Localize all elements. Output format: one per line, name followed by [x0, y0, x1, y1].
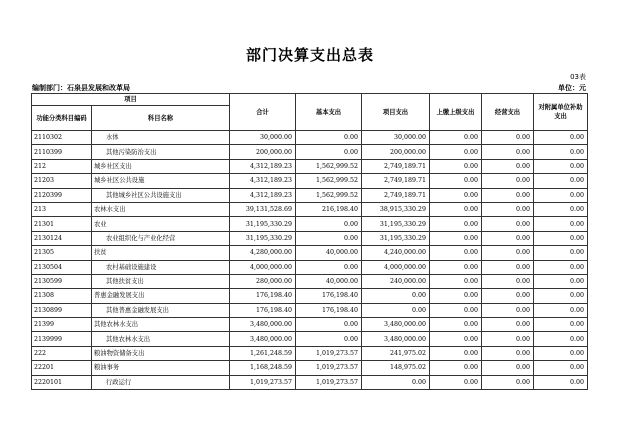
- table-body: [32, 131, 588, 390]
- cell-total: 1,019,273.57: [230, 375, 296, 389]
- cell-name: 普惠金融发展支出: [92, 289, 230, 303]
- cell-operating: 0.00: [482, 289, 534, 303]
- cell-project: 31,195,330.29: [362, 217, 430, 231]
- cell-code: 222: [32, 346, 92, 360]
- table-row: [32, 303, 588, 317]
- cell-code: 21301: [32, 217, 92, 231]
- cell-project: 0.00: [362, 375, 430, 389]
- cell-code: 2220101: [32, 375, 92, 389]
- cell-code: 2120399: [32, 188, 92, 202]
- cell-upper: 0.00: [430, 131, 482, 145]
- unit-label: 单位：元: [558, 84, 586, 92]
- cell-total: 1,261,248.59: [230, 346, 296, 360]
- cell-basic: 176,198.40: [296, 289, 362, 303]
- cell-code: 213: [32, 202, 92, 216]
- cell-total: 1,168,248.59: [230, 361, 296, 375]
- cell-subsidy: 0.00: [534, 202, 588, 216]
- cell-total: 3,480,000.00: [230, 318, 296, 332]
- cell-upper: 0.00: [430, 145, 482, 159]
- cell-operating: 0.00: [482, 188, 534, 202]
- cell-subsidy: 0.00: [534, 318, 588, 332]
- cell-project: 200,000.00: [362, 145, 430, 159]
- header-name: 科目名称: [92, 106, 230, 131]
- cell-upper: 0.00: [430, 375, 482, 389]
- header-total: 合计: [230, 94, 296, 131]
- cell-operating: 0.00: [482, 246, 534, 260]
- cell-name: 其他农林水支出: [92, 332, 230, 346]
- table-row: [32, 159, 588, 173]
- cell-operating: 0.00: [482, 274, 534, 288]
- table-row: [32, 289, 588, 303]
- cell-subsidy: 0.00: [534, 375, 588, 389]
- cell-code: 21308: [32, 289, 92, 303]
- table-row: [32, 361, 588, 375]
- table-row: [32, 188, 588, 202]
- cell-name: 其他普惠金融发展支出: [92, 303, 230, 317]
- cell-basic: 0.00: [296, 217, 362, 231]
- cell-project: 0.00: [362, 289, 430, 303]
- cell-name: 其他污染防治支出: [92, 145, 230, 159]
- cell-total: 176,198.40: [230, 303, 296, 317]
- cell-subsidy: 0.00: [534, 274, 588, 288]
- cell-code: 2130124: [32, 231, 92, 245]
- cell-operating: 0.00: [482, 303, 534, 317]
- table-row: [32, 131, 588, 145]
- cell-upper: 0.00: [430, 346, 482, 360]
- cell-project: 3,480,000.00: [362, 332, 430, 346]
- table-row: [32, 231, 588, 245]
- cell-basic: 0.00: [296, 231, 362, 245]
- cell-subsidy: 0.00: [534, 174, 588, 188]
- header-basic: 基本支出: [296, 94, 362, 131]
- header-code: 功能分类科目编码: [32, 106, 92, 131]
- cell-operating: 0.00: [482, 159, 534, 173]
- cell-basic: 0.00: [296, 145, 362, 159]
- cell-subsidy: 0.00: [534, 217, 588, 231]
- cell-project: 2,749,189.71: [362, 174, 430, 188]
- cell-subsidy: 0.00: [534, 260, 588, 274]
- cell-operating: 0.00: [482, 145, 534, 159]
- cell-total: 31,195,330.29: [230, 217, 296, 231]
- cell-subsidy: 0.00: [534, 145, 588, 159]
- cell-upper: 0.00: [430, 289, 482, 303]
- cell-total: 4,280,000.00: [230, 246, 296, 260]
- cell-subsidy: 0.00: [534, 231, 588, 245]
- cell-subsidy: 0.00: [534, 289, 588, 303]
- cell-operating: 0.00: [482, 260, 534, 274]
- cell-project: 38,915,330.29: [362, 202, 430, 216]
- cell-total: 31,195,330.29: [230, 231, 296, 245]
- cell-total: 4,312,189.23: [230, 159, 296, 173]
- table-row: [32, 145, 588, 159]
- cell-basic: 216,198.40: [296, 202, 362, 216]
- cell-operating: 0.00: [482, 217, 534, 231]
- cell-subsidy: 0.00: [534, 361, 588, 375]
- cell-name: 扶贫: [92, 246, 230, 260]
- table-row: [32, 375, 588, 389]
- cell-basic: 40,000.00: [296, 274, 362, 288]
- table-row: [32, 217, 588, 231]
- cell-project: 240,000.00: [362, 274, 430, 288]
- cell-basic: 1,562,999.52: [296, 174, 362, 188]
- cell-upper: 0.00: [430, 318, 482, 332]
- cell-subsidy: 0.00: [534, 188, 588, 202]
- header-project: 项目支出: [362, 94, 430, 131]
- cell-code: 21399: [32, 318, 92, 332]
- cell-code: 21305: [32, 246, 92, 260]
- cell-operating: 0.00: [482, 231, 534, 245]
- cell-basic: 1,562,999.52: [296, 188, 362, 202]
- cell-project: 148,975.02: [362, 361, 430, 375]
- cell-code: 212: [32, 159, 92, 173]
- cell-basic: 0.00: [296, 332, 362, 346]
- cell-total: 4,312,189.23: [230, 188, 296, 202]
- cell-basic: 1,562,999.52: [296, 159, 362, 173]
- cell-name: 其他扶贫支出: [92, 274, 230, 288]
- header-operating: 经营支出: [482, 94, 534, 131]
- cell-total: 30,000.00: [230, 131, 296, 145]
- cell-code: 2110399: [32, 145, 92, 159]
- cell-name: 水体: [92, 131, 230, 145]
- cell-total: 39,131,528.69: [230, 202, 296, 216]
- cell-basic: 176,198.40: [296, 303, 362, 317]
- cell-name: 其他城乡社区公共设施支出: [92, 188, 230, 202]
- cell-upper: 0.00: [430, 274, 482, 288]
- cell-name: 农业: [92, 217, 230, 231]
- cell-operating: 0.00: [482, 375, 534, 389]
- cell-total: 176,198.40: [230, 289, 296, 303]
- cell-upper: 0.00: [430, 260, 482, 274]
- page-title: 部门决算支出总表: [245, 46, 374, 64]
- cell-operating: 0.00: [482, 361, 534, 375]
- cell-upper: 0.00: [430, 246, 482, 260]
- cell-name: 粮油事务: [92, 361, 230, 375]
- cell-basic: 0.00: [296, 260, 362, 274]
- cell-total: 4,000,000.00: [230, 260, 296, 274]
- cell-subsidy: 0.00: [534, 131, 588, 145]
- table-row: [32, 346, 588, 360]
- cell-code: 2139999: [32, 332, 92, 346]
- cell-operating: 0.00: [482, 202, 534, 216]
- cell-project: 0.00: [362, 303, 430, 317]
- table-code: 03表: [570, 73, 586, 81]
- cell-name: 城乡社区支出: [92, 159, 230, 173]
- cell-upper: 0.00: [430, 202, 482, 216]
- table-row: [32, 202, 588, 216]
- cell-upper: 0.00: [430, 303, 482, 317]
- cell-basic: 1,019,273.57: [296, 346, 362, 360]
- cell-total: 200,000.00: [230, 145, 296, 159]
- expenditure-table: [31, 93, 588, 390]
- cell-code: 2130504: [32, 260, 92, 274]
- cell-subsidy: 0.00: [534, 246, 588, 260]
- cell-project: 241,975.02: [362, 346, 430, 360]
- cell-name: 城乡社区公共设施: [92, 174, 230, 188]
- cell-subsidy: 0.00: [534, 159, 588, 173]
- cell-upper: 0.00: [430, 361, 482, 375]
- cell-total: 4,312,189.23: [230, 174, 296, 188]
- cell-subsidy: 0.00: [534, 303, 588, 317]
- cell-project: 31,195,330.29: [362, 231, 430, 245]
- cell-name: 农林水支出: [92, 202, 230, 216]
- cell-total: 280,000.00: [230, 274, 296, 288]
- department-label: 编制部门：石泉县发展和改革局: [32, 84, 130, 92]
- cell-basic: 1,019,273.57: [296, 361, 362, 375]
- cell-upper: 0.00: [430, 217, 482, 231]
- cell-name: 粮油物资储备支出: [92, 346, 230, 360]
- cell-project: 3,480,000.00: [362, 318, 430, 332]
- cell-operating: 0.00: [482, 346, 534, 360]
- cell-code: 22201: [32, 361, 92, 375]
- cell-project: 2,749,189.71: [362, 188, 430, 202]
- cell-name: 行政运行: [92, 375, 230, 389]
- table-row: [32, 260, 588, 274]
- cell-project: 4,000,000.00: [362, 260, 430, 274]
- cell-project: 2,749,189.71: [362, 159, 430, 173]
- cell-basic: 0.00: [296, 131, 362, 145]
- cell-upper: 0.00: [430, 174, 482, 188]
- cell-name: 农业组织化与产业化经营: [92, 231, 230, 245]
- cell-total: 3,480,000.00: [230, 332, 296, 346]
- table-row: [32, 318, 588, 332]
- cell-upper: 0.00: [430, 188, 482, 202]
- table-row: [32, 274, 588, 288]
- cell-name: 其他农林水支出: [92, 318, 230, 332]
- cell-project: 4,240,000.00: [362, 246, 430, 260]
- cell-subsidy: 0.00: [534, 332, 588, 346]
- table-row: [32, 246, 588, 260]
- table-row: [32, 332, 588, 346]
- cell-code: 2130899: [32, 303, 92, 317]
- cell-upper: 0.00: [430, 332, 482, 346]
- cell-code: 2110302: [32, 131, 92, 145]
- cell-operating: 0.00: [482, 131, 534, 145]
- cell-code: 21203: [32, 174, 92, 188]
- cell-basic: 0.00: [296, 318, 362, 332]
- header-upper: 上缴上级支出: [430, 94, 482, 131]
- cell-project: 30,000.00: [362, 131, 430, 145]
- cell-upper: 0.00: [430, 231, 482, 245]
- cell-upper: 0.00: [430, 159, 482, 173]
- header-item-group: 项目: [32, 94, 230, 106]
- cell-operating: 0.00: [482, 332, 534, 346]
- cell-subsidy: 0.00: [534, 346, 588, 360]
- cell-code: 2130599: [32, 274, 92, 288]
- cell-basic: 40,000.00: [296, 246, 362, 260]
- cell-basic: 1,019,273.57: [296, 375, 362, 389]
- cell-operating: 0.00: [482, 174, 534, 188]
- cell-name: 农村基础设施建设: [92, 260, 230, 274]
- cell-operating: 0.00: [482, 318, 534, 332]
- header-subsidy: 对附属单位补助支出: [534, 94, 588, 131]
- table-row: [32, 174, 588, 188]
